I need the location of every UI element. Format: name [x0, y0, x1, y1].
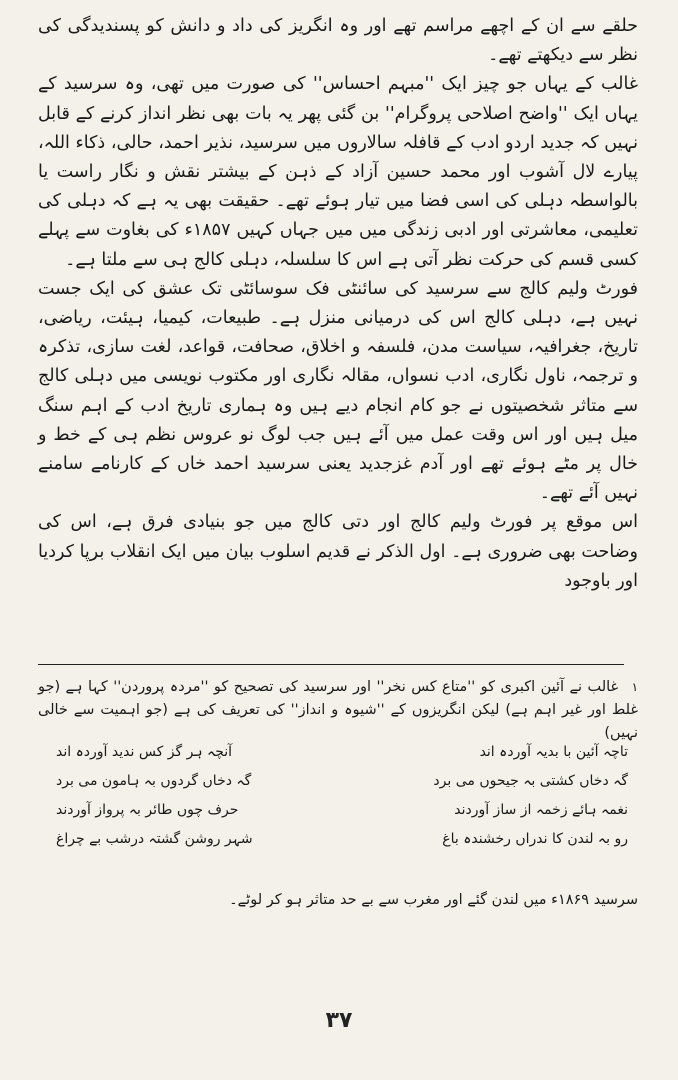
footnote-divider — [38, 664, 624, 665]
main-text — [38, 12, 638, 596]
verse-couplet — [56, 767, 628, 796]
footnote-text: غالب نے آئین اکبری کو ''متاع کس نخر'' اور سرسید کی تصحیح کو ''مردہ پروردن'' کہا ہے (جو غلط اور غیر اہم ہے) لیکن انگریزوں کے ''شیوہ و انداز'' کی تعریف کی ہے (جو اہمیت سے خالی نہیں) — [38, 679, 638, 741]
verse-line: نغمہ ہائے زخمہ از ساز آوردند — [454, 802, 628, 818]
footnote-paragraph — [38, 676, 638, 745]
verse-line: تاچہ آئین با بدیہ آوردہ اند — [479, 744, 628, 760]
paragraph: حلقے سے ان کے اچھے مراسم تھے اور وہ انگریز کی داد و دانش کو پسندیدگی کی نظر سے دیکھتے تھے۔ — [38, 16, 638, 66]
verse-line: گہ دخاں گردوں بہ ہامون می برد — [56, 773, 252, 789]
verse-line: رو بہ لندن کا ندراں رخشندہ باغ — [442, 831, 628, 847]
verse-line: گہ دخاں کشتی بہ جیحوں می برد — [433, 773, 628, 789]
paragraph: غالب کے یہاں جو چیز ایک ''مبہم احساس'' کی صورت میں تھی، وہ سرسید کے یہاں ایک ''واضح اصلاحی پروگرام'' بن گئی پھر یہ بات بھی نظر انداز کرنے کے قابل نہیں کہ جدید اردو ادب کے قافلہ سالاروں میں سرسید، نذیر احمد، حالی، ذکاء اللہ، پیارے لال آشوب اور محمد حسین آزاد کے ذہن کے بیشتر نقش و نگار راست یا بالواسطہ دہلی کی اسی فضا میں تیار ہوئے تھے۔ حقیقت بھی یہ ہے کہ دہلی کی تعلیمی، معاشرتی اور ادبی زندگی میں میں جہاں کہیں ۱۸۵۷ء کی بغاوت سے پہلے کسی قسم کی حرکت نظر آتی ہے اس کا سلسلہ، دہلی کالج ہی سے ملتا ہے۔ — [38, 74, 638, 270]
verse-couplet — [56, 738, 628, 767]
verse-couplet — [56, 825, 628, 854]
paragraph: فورٹ ولیم کالج سے سرسید کی سائنٹی فک سوسائٹی تک عشق کی ایک جست نہیں ہے، دہلی کالج اس کی درمیانی منزل ہے۔ طبیعات، کیمیا، ہیئت، ریاضی، تاریخ، جغرافیہ، سیاست مدن، فلسفہ و اخلاق، صحافت، قواعد، لغت سازی، تذکرہ و ترجمہ، ناول نگاری، ادب نسواں، مقالہ نگاری اور مکتوب نویسی میں دہلی کالج سے متاثر شخصیتوں نے جو کام انجام دیے ہیں وہ ہماری تاریخ ادب کے اہم سنگ میل ہیں اور اس وقت عمل میں آئے ہیں جب لوگ نو عروس نظم ہی کے خط و خال پر مٹے ہوئے تھے اور آدم غزجدید یعنی سرسید احمد خاں کے کارنامے سامنے نہیں آئے تھے۔ — [38, 278, 638, 504]
page-number: ۳۷ — [325, 1008, 353, 1033]
footnote-closing-line: سرسید ۱۸۶۹ء میں لندن گئے اور مغرب سے بے حد متاثر ہو کر لوٹے۔ — [229, 892, 638, 908]
footnote-marker: ۱ — [631, 680, 639, 694]
verse-couplet — [56, 796, 628, 825]
persian-verse — [56, 738, 628, 854]
verse-line: آنچہ ہر گز کس ندید آوردہ اند — [56, 744, 233, 760]
paragraph: اس موقع پر فورٹ ولیم کالج اور دتی کالج میں جو بنیادی فرق ہے، اس کی وضاحت بھی ضروری ہے۔ اول الذکر نے قدیم اسلوب بیان میں ایک انقلاب برپا کردیا اور باوجود — [38, 512, 638, 591]
verse-line: حرف چوں طائر بہ پرواز آوردند — [56, 802, 239, 818]
footnote — [38, 676, 638, 745]
verse-line: شہر روشن گشتہ درشب بے چراغ — [56, 831, 253, 847]
